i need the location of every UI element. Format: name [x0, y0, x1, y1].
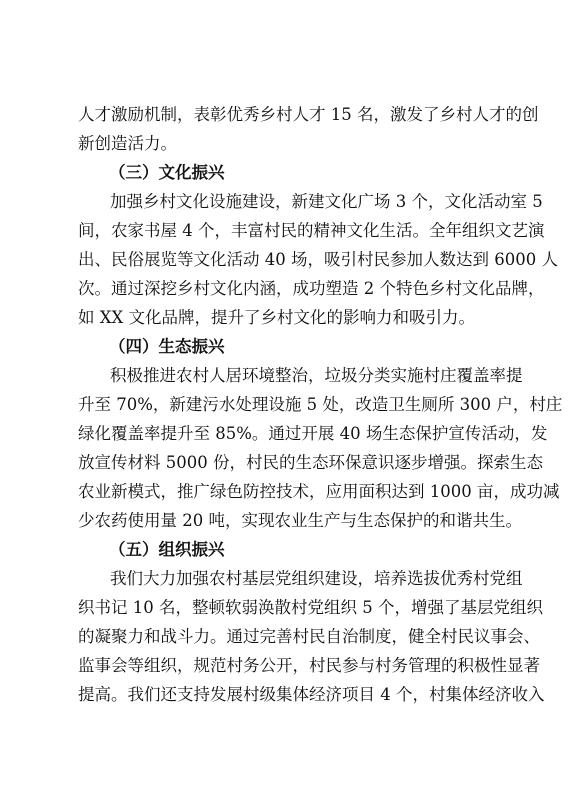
paragraph-line: 间，农家书屋 4 个，丰富村民的精神文化生活。全年组织文艺演: [78, 221, 545, 240]
paragraph-line: 积极推进农村人居环境整治，垃圾分类实施村庄覆盖率提: [110, 366, 523, 385]
paragraph-line: 人才激励机制，表彰优秀乡村人才 15 名，激发了乡村人才的创: [78, 105, 539, 124]
paragraph-line: 监事会等组织，规范村务公开，村民参与村务管理的积极性显著: [78, 656, 540, 675]
paragraph-line: 放宣传材料 5000 份，村民的生态环保意识逐步增强。探索生态: [78, 453, 543, 472]
paragraph-line: 的凝聚力和战斗力。通过完善村民自治制度，健全村民议事会、: [78, 627, 540, 646]
paragraph-line: 少农药使用量 20 吨，实现农业生产与生态保护的和谐共生。: [78, 511, 522, 530]
paragraph-line: 出、民俗展览等文化活动 40 场，吸引村民参加人数达到 6000 人: [78, 250, 558, 269]
paragraph-line: 提高。我们还支持发展村级集体经济项目 4 个，村集体经济收入: [78, 685, 545, 704]
paragraph-line: 新创造活力。: [78, 134, 177, 153]
section-heading-organization: （五）组织振兴: [109, 540, 225, 559]
paragraph-line: 绿化覆盖率提升至 85%。通过开展 40 场生态保护宣传活动，发: [78, 424, 548, 443]
paragraph-line: 如 XX 文化品牌，提升了乡村文化的影响力和吸引力。: [78, 308, 475, 327]
paragraph-line: 升至 70%，新建污水处理设施 5 处，改造卫生厕所 300 户，村庄: [78, 395, 563, 414]
paragraph-line: 次。通过深挖乡村文化内涵，成功塑造 2 个特色乡村文化品牌，: [78, 279, 545, 298]
section-heading-culture: （三）文化振兴: [109, 163, 225, 182]
section-heading-ecology: （四）生态振兴: [109, 337, 225, 356]
paragraph-line: 织书记 10 名，整顿软弱涣散村党组织 5 个，增强了基层党组织: [78, 598, 543, 617]
paragraph-line: 农业新模式，推广绿色防控技术，应用面积达到 1000 亩，成功减: [78, 482, 560, 501]
paragraph-line: 加强乡村文化设施建设，新建文化广场 3 个，文化活动室 5: [110, 192, 543, 211]
paragraph-line: 我们大力加强农村基层党组织建设，培养选拔优秀村党组: [110, 569, 523, 588]
